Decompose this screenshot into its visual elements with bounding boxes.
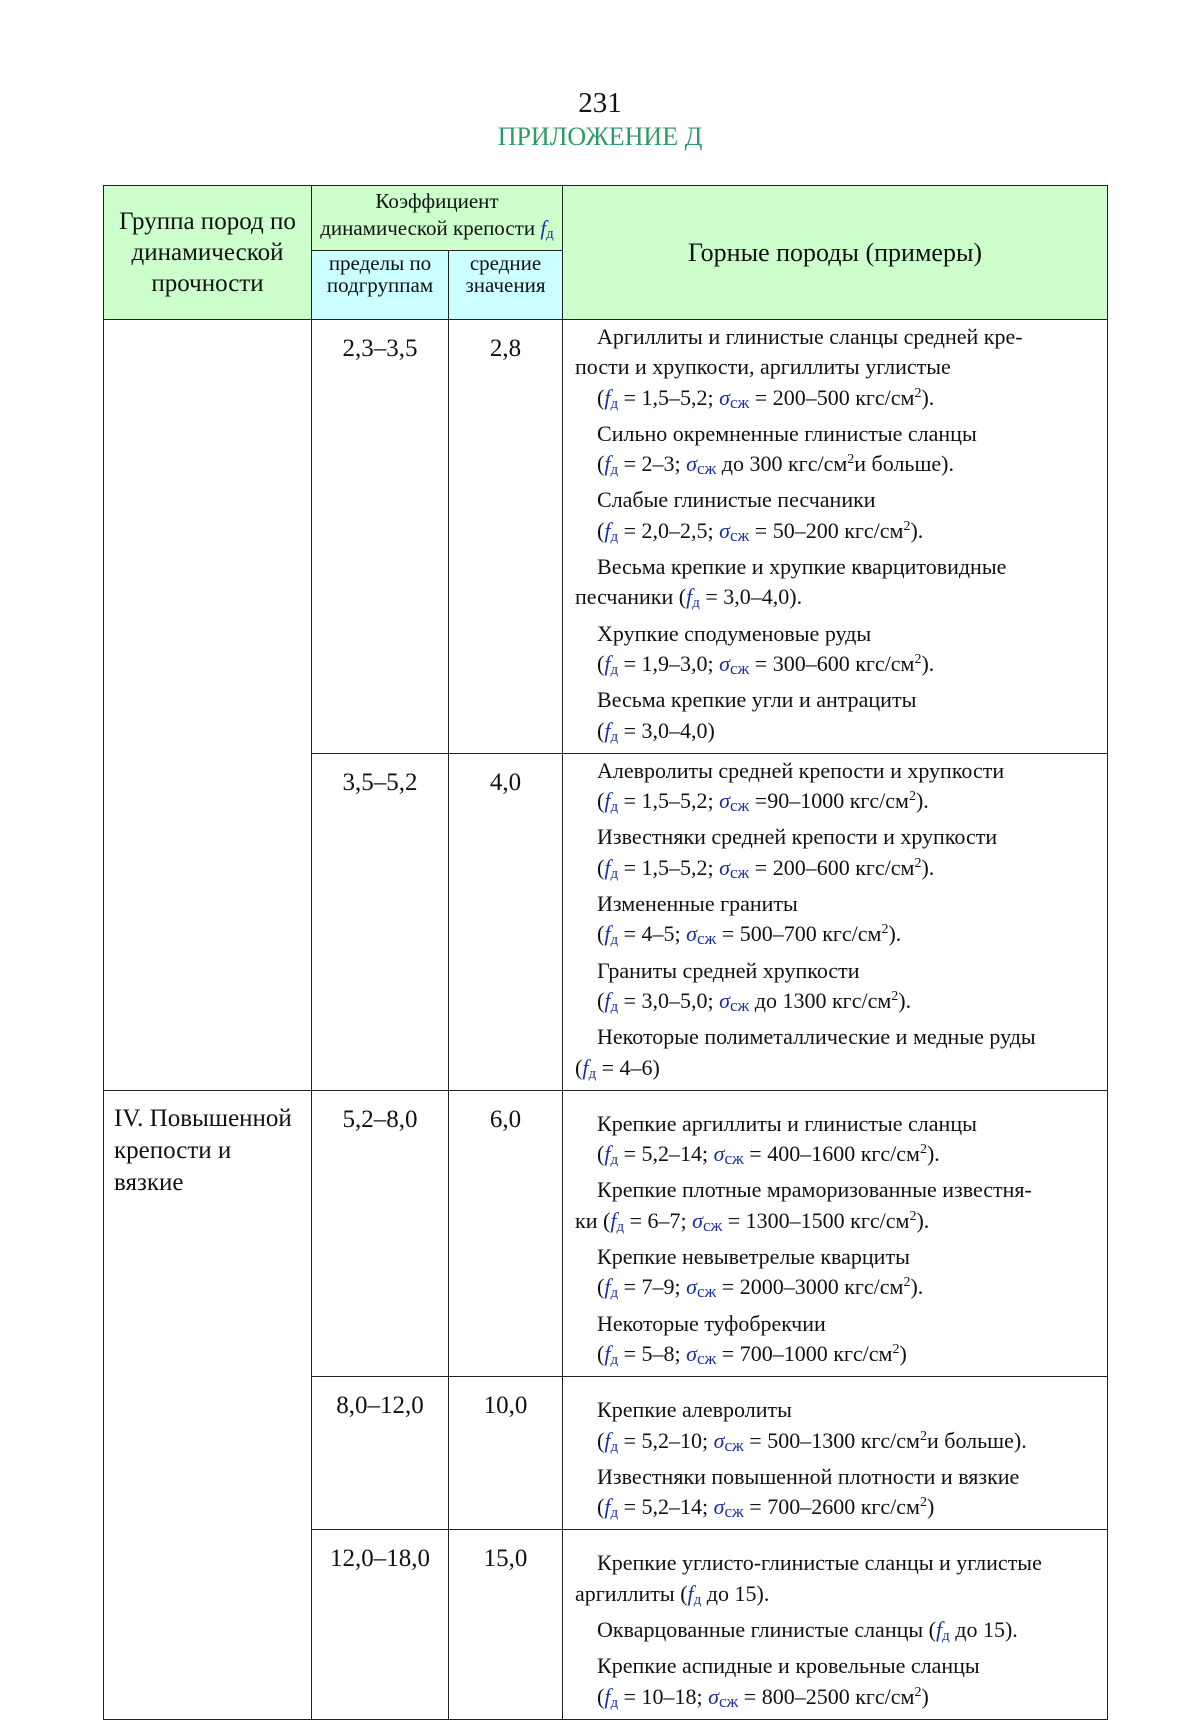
rock-description-line: Крепкие плотные мраморизованные известня-	[597, 1177, 1032, 1203]
coef-symbol-sub: д	[546, 226, 554, 242]
rock-description-line: Крепкие аргиллиты и глинистые сланцы	[597, 1110, 977, 1136]
header-coefficient-label: Коэффициент динамической крепости	[320, 189, 536, 240]
rock-description-line: (fд = 7–9; σсж = 2000–3000 кгс/$см^2$).	[597, 1274, 924, 1302]
mean-cell: 4,0	[449, 753, 563, 1090]
rock-description-line: (fд = 5,2–14; σсж = 400–1600 кгс/$см^2$).	[597, 1141, 940, 1169]
mean-cell: 10,0	[449, 1377, 563, 1530]
range-cell: 8,0–12,0	[312, 1377, 449, 1530]
range-cell: 12,0–18,0	[312, 1530, 449, 1719]
rock-description-line: (fд = 2,0–2,5; σсж = 50–200 кгс/$см^2$).	[597, 517, 924, 545]
rock-description-line: (fд = 2–3; σсж до 300 кгс/$см^2и$ больше).	[597, 451, 954, 479]
rock-description-line: пости и хрупкости, аргиллиты углистые	[575, 354, 951, 380]
rock-description-line: ки (fд = 6–7; σсж = 1300–1500 кгс/$см^2$).	[575, 1207, 930, 1235]
group-cell: IV. Повышенной крепости и вязкие	[104, 1090, 312, 1719]
rock-description-line: Хрупкие сподуменовые руды	[597, 620, 872, 646]
rock-description-line: Некоторые туфобрекчии	[597, 1310, 826, 1336]
table-row	[104, 320, 1108, 754]
header-group	[104, 186, 312, 320]
group-cell	[104, 320, 312, 1091]
rocks-cell	[563, 1090, 1108, 1376]
rock-description-line: Окварцованные глинистые сланцы (fд до 15).	[597, 1616, 1018, 1644]
header-limits-label: пределы по подгруппам	[326, 251, 434, 297]
rock-description-line: Крепкие аспидные и кровельные сланцы	[597, 1653, 980, 1679]
header-means-label: средние значения	[465, 251, 546, 297]
rock-description-line: (fд = 5–8; σсж = 700–1000 кгс/$см^2$)	[597, 1340, 907, 1368]
rock-description-line: Крепкие углисто-глинистые сланцы и углистые	[597, 1550, 1042, 1576]
rock-description-line: (fд = 1,9–3,0; σсж = 300–600 кгс/$см^2$).	[597, 650, 935, 678]
mean-cell: 2,8	[449, 320, 563, 754]
appendix-title: ПРИЛОЖЕНИЕ Д	[497, 122, 703, 151]
header-rocks-label: Горные породы (примеры)	[687, 237, 983, 267]
range-cell: 2,3–3,5	[312, 320, 449, 754]
rock-description-line: (fд = 4–6)	[575, 1054, 660, 1082]
rock-description-line: (fд = 4–5; σсж = 500–700 кгс/$см^2$).	[597, 921, 902, 949]
rock-description-line: (fд = 5,2–14; σсж = 700–2600 кгс/$см^2$)	[597, 1494, 935, 1522]
rocks-cell	[563, 1377, 1108, 1530]
rock-description-line: Слабые глинистые песчаники	[597, 487, 876, 513]
table-row	[104, 1090, 1108, 1376]
rock-description-line: (fд = 1,5–5,2; σсж = 200–500 кгс/$см^2$).	[597, 384, 935, 412]
range-cell: 5,2–8,0	[312, 1090, 449, 1376]
rock-description-line: Граниты средней хрупкости	[597, 957, 860, 983]
rock-description-line: Крепкие алевролиты	[597, 1397, 792, 1423]
page-number: 231	[578, 87, 622, 119]
header-limits	[312, 251, 449, 320]
rock-description-line: Известняки средней крепости и хрупкости	[597, 824, 998, 850]
rock-description-line: Алевролиты средней крепости и хрупкости	[597, 757, 1005, 783]
rock-description-line: (fд = 3,0–4,0)	[597, 717, 715, 745]
rocks-cell	[563, 1530, 1108, 1719]
rock-description-line: (fд = 10–18; σсж = 800–2500 кгс/$см^2$)	[597, 1683, 929, 1711]
rocks-cell	[563, 320, 1108, 754]
range-cell: 3,5–5,2	[312, 753, 449, 1090]
rock-description-line: Аргиллиты и глинистые сланцы средней кре-	[597, 324, 1023, 349]
rock-description-line: (fд = 3,0–5,0; σсж до 1300 кгс/$см^2$).	[597, 987, 912, 1015]
rock-description-line: Весьма крепкие угли и антрациты	[597, 687, 917, 713]
header-group-label: Группа пород по динамической прочности	[119, 208, 296, 297]
rock-description-line: аргиллиты (fд до 15).	[575, 1580, 770, 1608]
coef-symbol: f	[540, 216, 547, 240]
rock-description-line: Известняки повышенной плотности и вязкие	[597, 1463, 1020, 1489]
rock-description-line: (fд = 5,2–10; σсж = 500–1300 кгс/$см^2и$ больше).	[597, 1427, 1027, 1455]
rock-description-line: песчаники (fд = 3,0–4,0).	[575, 584, 803, 612]
header-means	[449, 251, 563, 320]
rock-description-line: (fд = 1,5–5,2; σсж = 200–600 кгс/$см^2$).	[597, 854, 935, 882]
rock-strength-table	[103, 185, 1108, 1720]
rock-description-line: (fд = 1,5–5,2; σсж =90–1000 кгс/$см^2$).	[597, 788, 929, 816]
mean-cell: 15,0	[449, 1530, 563, 1719]
rock-description-line: Крепкие невыветрелые кварциты	[597, 1244, 910, 1270]
header-rocks	[563, 186, 1108, 320]
rock-description-line: Некоторые полиметаллические и медные руды	[597, 1024, 1036, 1050]
header-coefficient	[312, 186, 563, 251]
rock-description-line: Весьма крепкие и хрупкие кварцитовидные	[597, 554, 1007, 580]
rock-description-line: Измененные граниты	[597, 891, 798, 917]
rock-description-line: Сильно окремненные глинистые сланцы	[597, 420, 977, 446]
rocks-cell	[563, 753, 1108, 1090]
mean-cell: 6,0	[449, 1090, 563, 1376]
